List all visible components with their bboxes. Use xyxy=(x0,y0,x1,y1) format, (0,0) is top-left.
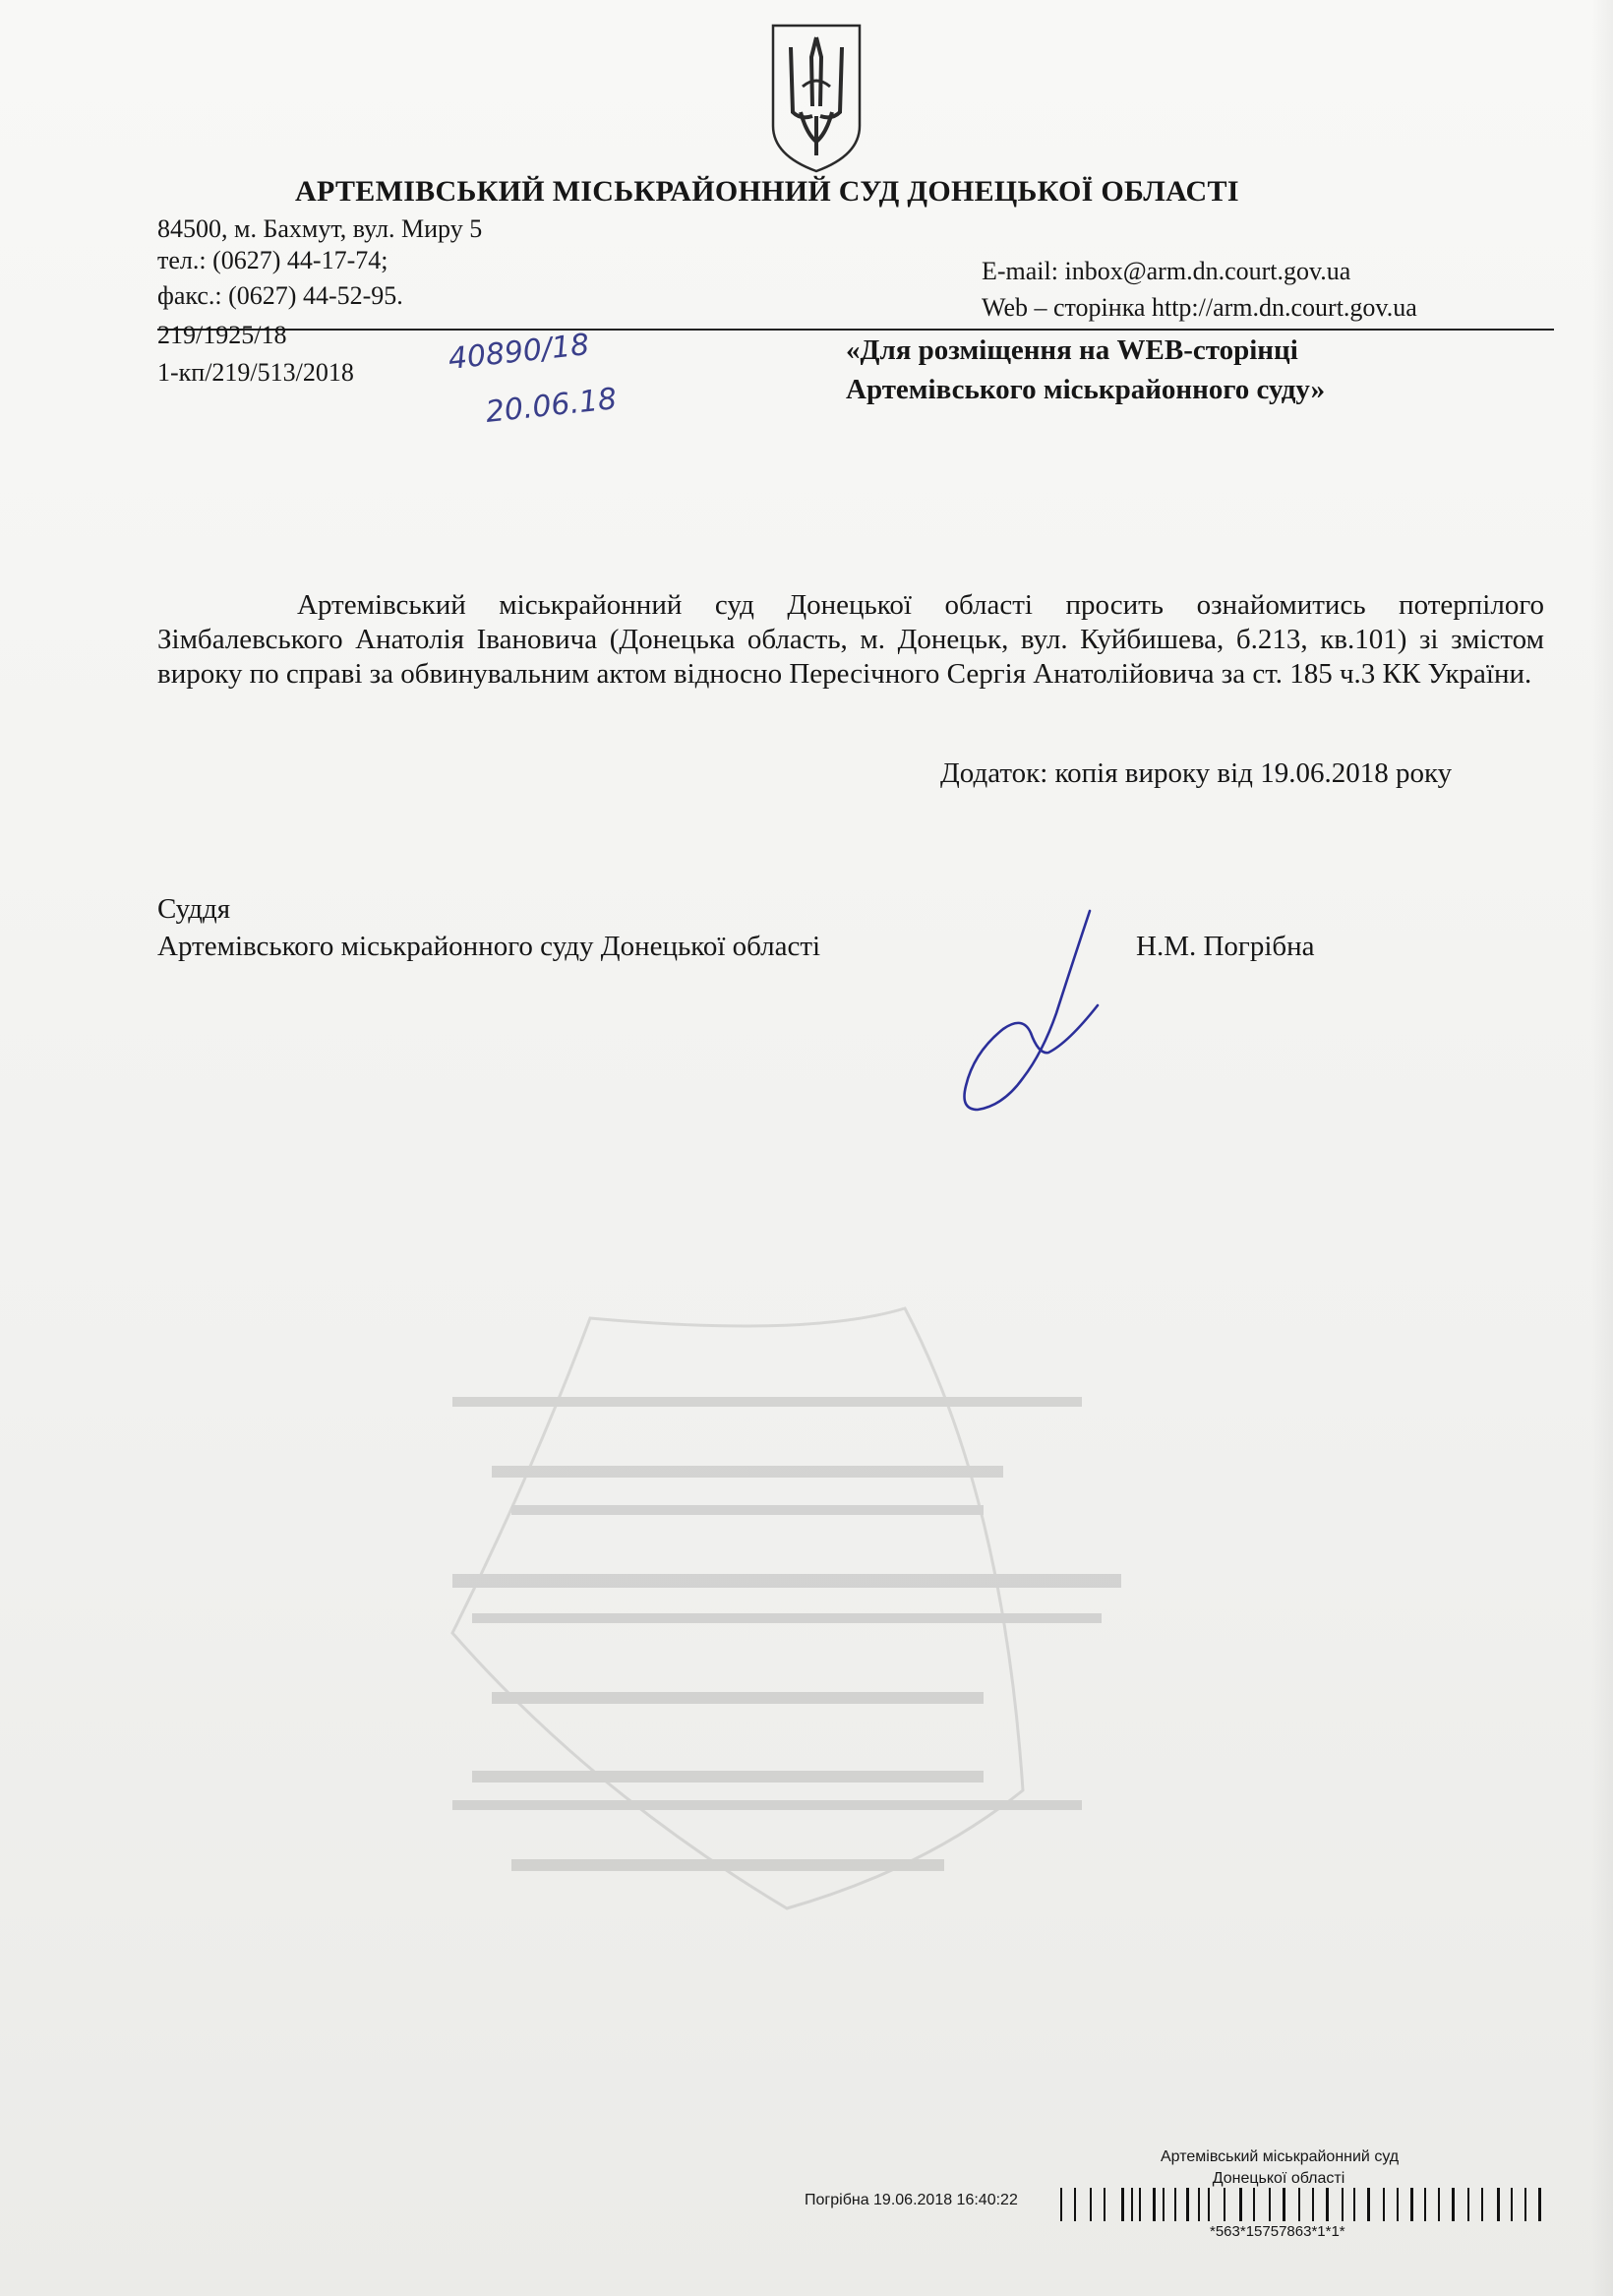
handwritten-registration: 40890/18 xyxy=(447,328,591,377)
case-number-1: 219/1925/18 xyxy=(157,321,287,349)
judge-court: Артемівського міськрайонного суду Донецької області xyxy=(157,931,821,962)
barcode-number: *563*15757863*1*1* xyxy=(1210,2223,1345,2240)
judge-title: Суддя xyxy=(157,893,231,925)
stamp-court-line-2: Донецької області xyxy=(1212,2170,1345,2187)
barcode-icon xyxy=(1060,2188,1542,2221)
stamp-signer-datetime: Погрібна 19.06.2018 16:40:22 xyxy=(805,2192,1018,2208)
court-website: Web – сторінка http://arm.dn.court.gov.ua xyxy=(982,293,1417,322)
web-note-line-1: «Для розміщення на WEB-сторінці xyxy=(846,334,1298,366)
reverse-side-bleed xyxy=(295,1279,1259,1948)
addendum: Додаток: копія вироку від 19.06.2018 року xyxy=(940,757,1453,789)
court-fax: факс.: (0627) 44-52-95. xyxy=(157,281,403,310)
signature-icon xyxy=(954,905,1131,1121)
judge-name: Н.М. Погрібна xyxy=(1136,931,1315,962)
stamp-court xyxy=(1161,2146,1400,2190)
case-number-2: 1-кп/219/513/2018 xyxy=(157,358,354,387)
court-phone: тел.: (0627) 44-17-74; xyxy=(157,246,388,274)
handwritten-date: 20.06.18 xyxy=(484,382,619,430)
paper-edge-shadow xyxy=(1591,0,1613,2296)
stamp-court-line-1: Артемівський міськрайонний суд xyxy=(1161,2148,1400,2165)
web-note-line-2: Артемівського міськрайонного суду» xyxy=(846,374,1326,405)
court-title: АРТЕМІВСЬКИЙ МІСЬКРАЙОННИЙ СУД ДОНЕЦЬКОЇ ОБЛАСТІ xyxy=(295,175,1239,208)
court-email: E-mail: inbox@arm.dn.court.gov.ua xyxy=(982,257,1351,285)
court-address: 84500, м. Бахмут, вул. Миру 5 xyxy=(157,214,483,243)
letter-body: Артемівський міськрайонний суд Донецької області просить ознайомитись потерпілого Зімбалевського Анатолія Івановича (Донецька область, м. Донецьк, вул. Куйбишева, б.213, кв.101) зі змістом вироку по справі за обвинувальним актом відносно Пересічного Сергія Анатолійовича за ст. 185 ч.3 КК України. xyxy=(157,589,1544,690)
coat-of-arms-icon xyxy=(767,18,866,175)
web-publication-note xyxy=(846,331,1325,409)
